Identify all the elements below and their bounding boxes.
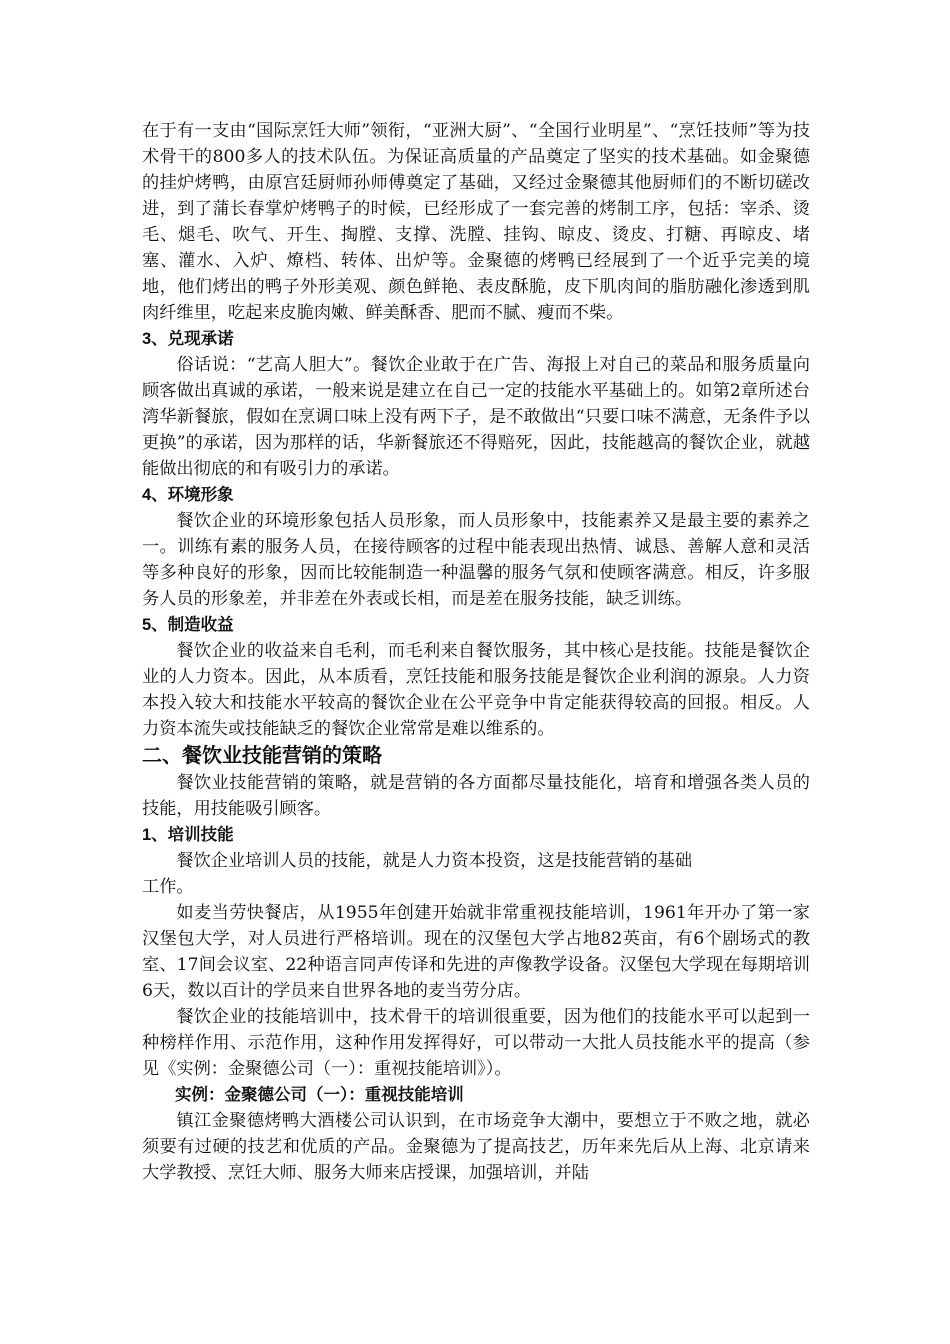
- heading-training-skills: 1、培训技能: [142, 826, 234, 844]
- case-title: 实例：金聚德公司（一）：重视技能培训: [175, 1086, 464, 1104]
- section-title-strategy: 二、餐饮业技能营销的策略: [142, 745, 382, 767]
- paragraph-backbone-training: 餐饮企业的技能培训中，技术骨干的培训很重要，因为他们的技能水平可以起到一种榜样作用、示范作用，这种作用发挥得好，可以带动一大批人员技能水平的提高（参见《实例：金聚德公司（一）：重视技能培训》）。: [142, 1007, 810, 1079]
- paragraph-environment: 餐饮企业的环境形象包括人员形象，而人员形象中，技能素养又是最主要的素养之一。训练有素的服务人员，在接待顾客的过程中能表现出热情、诚恳、善解人意和灵活等多种良好的形象，因而比较能制造一种温馨的服务气氛和使顾客满意。相反，许多服务人员的形象差，并非差在外表或长相，而是差在服务技能，缺乏训练。: [142, 511, 810, 609]
- paragraph-training-a: 餐饮企业培训人员的技能，就是人力资本投资，这是技能营销的基础: [176, 851, 693, 871]
- paragraph-case-body: 镇江金聚德烤鸭大酒楼公司认识到，在市场竞争大潮中，要想立于不败之地，就必须要有过硬的技艺和优质的产品。金聚德为了提高技艺，历年来先后从上海、北京请来大学教授、烹饪大师、服务大师来店授课，加强培训，并陆: [142, 1111, 810, 1183]
- paragraph-revenue: 餐饮企业的收益来自毛利，而毛利来自餐饮服务，其中核心是技能。技能是餐饮企业的人力资本。因此，从本质看，烹饪技能和服务技能是餐饮企业利润的源泉。人力资本投入较大和技能水平较高的餐饮企业在公平竞争中肯定能获得较高的回报。相反。人力资本流失或技能缺乏的餐饮企业常常是难以维系的。: [142, 641, 810, 739]
- heading-keep-promise: 3、兑现承诺: [142, 330, 234, 348]
- document-page: [142, 118, 810, 1186]
- heading-environment-image: 4、环境形象: [142, 486, 234, 504]
- paragraph-promise: 俗话说：“艺高人胆大”。餐饮企业敢于在广告、海报上对自己的菜品和服务质量向顾客做出真诚的承诺，一般来说是建立在自己一定的技能水平基础上的。如第2章所述台湾华新餐旅，假如在烹调口味上没有两下子，是不敢做出“只要口味不满意，无条件予以更换”的承诺，因为那样的话，华新餐旅还不得赔死，因此，技能越高的餐饮企业，就越能做出彻底的和有吸引力的承诺。: [142, 355, 810, 479]
- paragraph-strategy-intro: 餐饮业技能营销的策略，就是营销的各方面都尽量技能化，培育和增强各类人员的技能，用技能吸引顾客。: [142, 773, 810, 819]
- paragraph-mcdonalds: 如麦当劳快餐店，从1955年创建开始就非常重视技能培训，1961年开办了第一家汉堡包大学，对人员进行严格培训。现在的汉堡包大学占地82英亩，有6个剧场式的教室、17间会议室、22种语言同声传译和先进的声像教学设备。汉堡包大学现在每期培训6天，数以百计的学员来自世界各地的麦当劳分店。: [142, 903, 810, 1001]
- heading-create-revenue: 5、制造收益: [142, 616, 234, 634]
- paragraph-training-b: 工作。: [142, 877, 194, 897]
- paragraph-technical-team: 在于有一支由“国际烹饪大师”领衔，“亚洲大厨”、“全国行业明星”、“烹饪技师”等为技术骨干的800多人的技术队伍。为保证高质量的产品奠定了坚实的技术基础。如金聚德的挂炉烤鸭，由原宫廷厨师孙师傅奠定了基础，又经过金聚德其他厨师们的不断切磋改进，到了蒲长春掌炉烤鸭子的时候，已经形成了一套完善的烤制工序，包括：宰杀、烫毛、煺毛、吹气、开生、掏膛、支撑、洗膛、挂钩、晾皮、烫皮、打糖、再晾皮、堵塞、灌水、入炉、燎档、转体、出炉等。金聚德的烤鸭已经展到了一个近乎完美的境地，他们烤出的鸭子外形美观、颜色鲜艳、表皮酥脆，皮下肌肉间的脂肪融化渗透到肌肉纤维里，吃起来皮脆肉嫩、鲜美酥香、肥而不腻、瘦而不柴。: [142, 121, 810, 323]
